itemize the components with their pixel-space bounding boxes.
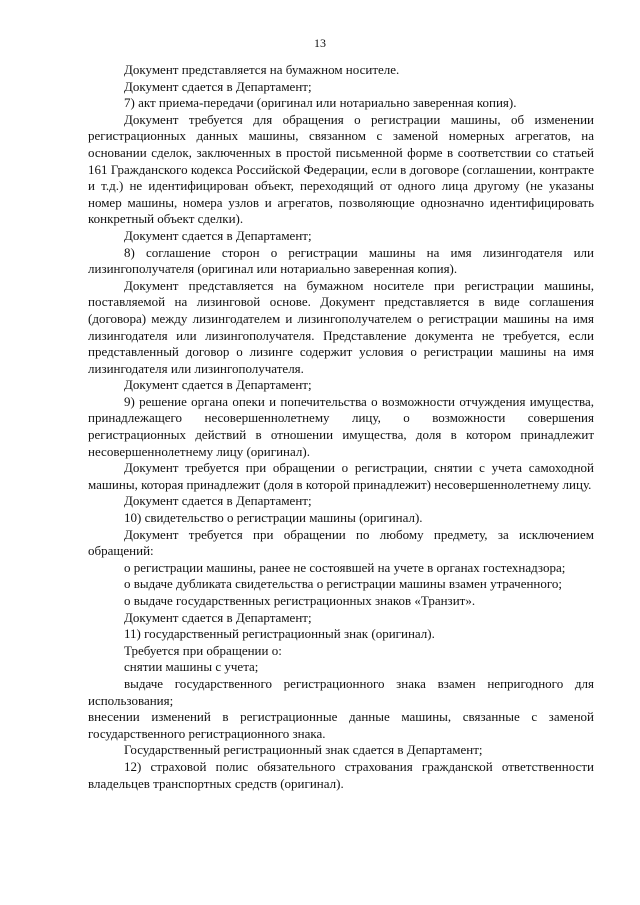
paragraph: снятии машины с учета;: [124, 659, 259, 675]
paragraph: Документ представляется на бумажном носителе.: [124, 62, 400, 77]
paragraph: Документ сдается в Департамент;: [124, 609, 312, 625]
paragraph: о регистрации машины, ранее не состоявшей на учете в органах гостехнадзора;: [124, 559, 566, 575]
paragraph: 11) государственный регистрационный знак (оригинал).: [124, 626, 435, 642]
paragraph: 8) соглашение сторон о регистрации машины на имя лизингодателя или лизингополучателя (оригинал или нотариально заверенная копия).: [88, 244, 594, 277]
paragraph: 9) решение органа опеки и попечительства о возможности отчуждения имущества, принадлежащего несовершеннолетнему лицу, о возможности совершения регистрационных действий в отношении имущества, доля в котором принадлежит несовершеннолетнему лицу (оригинал).: [88, 393, 594, 459]
paragraph: Документ сдается в Департамент;: [124, 377, 312, 393]
paragraph: 7) акт приема-передачи (оригинал или нотариально заверенная копия).: [124, 95, 517, 111]
paragraph: Государственный регистрационный знак сдается в Департамент;: [124, 742, 483, 758]
paragraph: о выдаче государственных регистрационных знаков «Транзит».: [124, 593, 476, 608]
paragraph: 12) страховой полис обязательного страхования гражданской ответственности владельцев транспортных средств (оригинал).: [88, 758, 594, 791]
page-number: 13: [314, 36, 326, 50]
paragraph: Требуется при обращении о:: [124, 642, 282, 658]
paragraph: Документ сдается в Департамент;: [124, 227, 312, 243]
paragraph: 10) свидетельство о регистрации машины (оригинал).: [124, 510, 423, 526]
paragraph: о выдаче дубликата свидетельства о регистрации машины взамен утраченного;: [124, 576, 562, 592]
paragraph: Документ сдается в Департамент;: [124, 78, 312, 94]
paragraph: Документ представляется на бумажном носителе при регистрации машины, поставляемой на лизинговой основе. Документ представляется в виде соглашения (договора) между лизингодателем и лизингополучателем о регистрации машины на имя лизингодателя или лизингополучателя. Представление документа не требуется, если представленный договор о лизинге содержит условия о регистрации машины на имя лизингодателя или лизингополучателя.: [88, 277, 594, 376]
paragraph: Документ требуется при обращении о регистрации, снятии с учета самоходной машины, которая принадлежит (доля в которой принадлежит) несовершеннолетнему лицу.: [88, 460, 594, 492]
paragraph: Документ требуется при обращении по любому предмету, за исключением обращений:: [88, 526, 594, 559]
paragraph: Документ сдается в Департамент;: [124, 493, 312, 509]
paragraph: выдаче государственного регистрационного знака взамен непригодного для использования;: [88, 675, 594, 708]
document-body: [88, 62, 594, 792]
paragraph: внесении изменений в регистрационные данные машины, связанные с заменой государственного регистрационного знака.: [88, 709, 594, 741]
paragraph: Документ требуется для обращения о регистрации машины, об изменении регистрационных данных машины, связанном с заменой номерных агрегатов, на основании сделок, заключенных в простой письменной форме в соответствии со статьей 161 Гражданского кодекса Российской Федерации, если в договоре (соглашении, контракте и т.д.) не идентифицирован объект, переходящий от одного лица другому (не указаны номер машины, номера узлов и агрегатов, позволяющие однозначно идентифицировать конкретный объект сделки).: [88, 111, 594, 227]
